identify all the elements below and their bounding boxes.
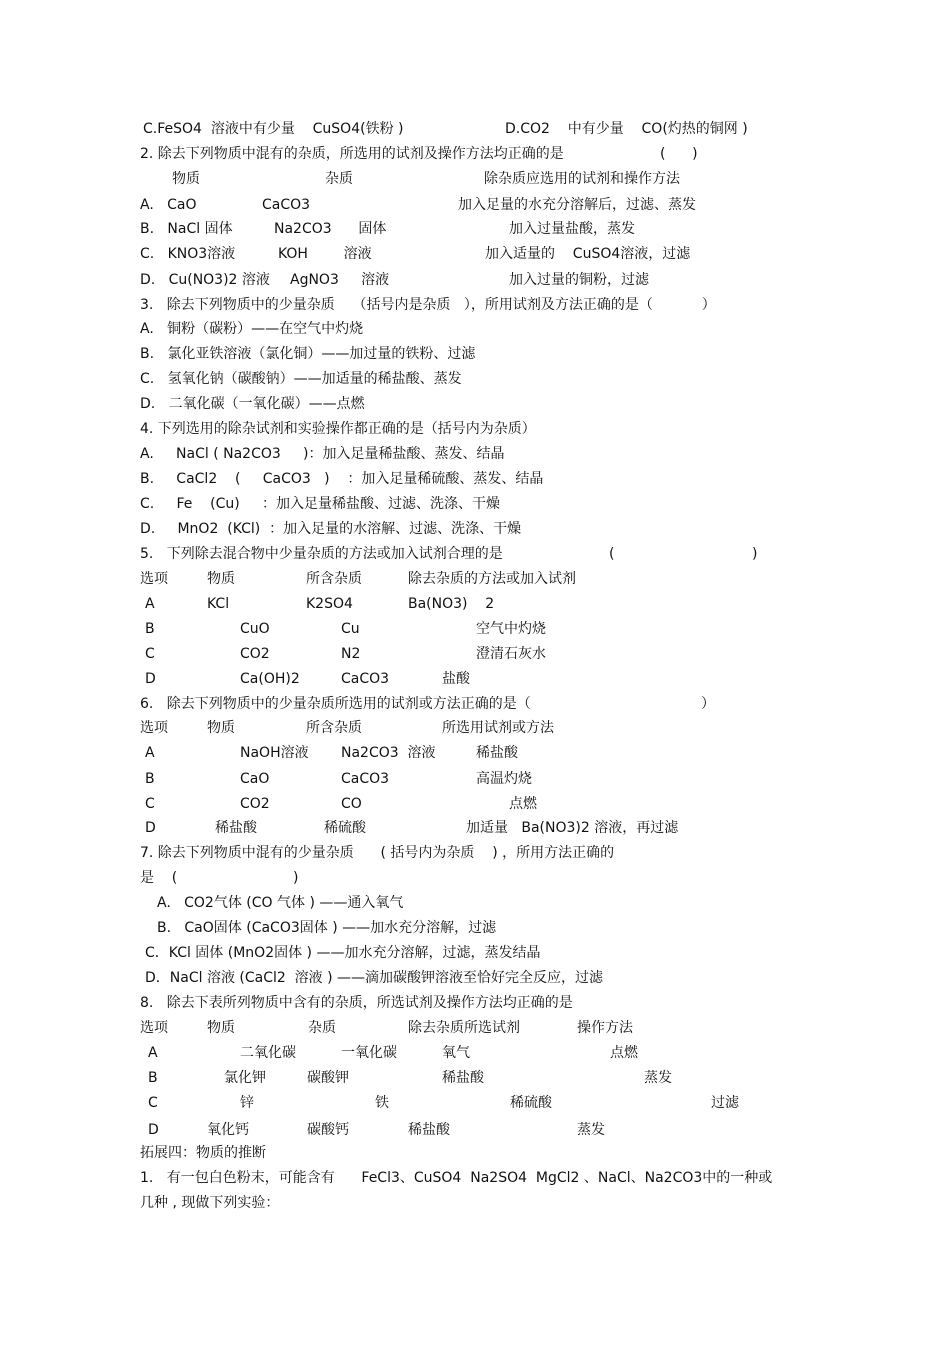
- q8-row-d-reagent: 稀盐酸: [408, 1122, 450, 1138]
- q7-option-b: B. CaO固体 (CaCO3固体 ) ——加水充分溶解，过滤: [157, 920, 497, 936]
- q7-stem-cont: 是 ( ): [140, 870, 299, 886]
- q5-row-d-method: 盐酸: [442, 671, 470, 687]
- q7-option-c: C．KCl 固体 (MnO2固体 ) ——加水充分溶解，过滤，蒸发结晶: [145, 945, 541, 961]
- q8-row-a-impurity: 一氧化碳: [341, 1045, 397, 1061]
- q2-row-b-method: 加入过量盐酸，蒸发: [509, 221, 635, 237]
- q5-header-impurity: 所含杂质: [306, 571, 362, 587]
- q4-option-d: D. MnO2 (KCl) ：加入足量的水溶解、过滤、洗涤、干燥: [140, 521, 522, 537]
- q2-row-b-impurity: Na2CO3 固体: [274, 221, 387, 237]
- q8-row-a-operation: 点燃: [610, 1045, 638, 1061]
- q6-row-a-impurity: Na2CO3 溶液: [341, 745, 436, 761]
- q5-row-b-option: B: [145, 621, 155, 637]
- q5-row-c-impurity: N2: [341, 646, 361, 662]
- q6-row-d-option: D: [145, 820, 156, 836]
- q8-row-d-impurity: 碳酸钙: [307, 1122, 349, 1138]
- q6-row-c-method: 点燃: [509, 796, 537, 812]
- q5-row-b-substance: CuO: [240, 621, 270, 637]
- q8-row-b-reagent: 稀盐酸: [442, 1070, 484, 1086]
- q8-row-d-substance: 氧化钙: [207, 1122, 249, 1138]
- q6-row-a-substance: NaOH溶液: [240, 745, 309, 761]
- q5-stem: 5. 下列除去混合物中少量杂质的方法或加入试剂合理的是: [140, 546, 503, 562]
- q8-row-a-option: A: [148, 1045, 158, 1061]
- q8-header-impurity: 杂质: [308, 1020, 336, 1036]
- q1-option-c: C.FeSO4 溶液中有少量 CuSO4(铁粉 ): [143, 121, 404, 137]
- q6-header-substance: 物质: [207, 720, 235, 736]
- q3-option-c: C. 氢氧化钠（碳酸钠）——加适量的稀盐酸、蒸发: [140, 371, 462, 387]
- q5-row-b-impurity: Cu: [341, 621, 360, 637]
- q8-row-d-option: D: [148, 1122, 159, 1138]
- q2-row-a-impurity: CaCO3: [262, 197, 311, 213]
- q2-row-d-substance: D. Cu(NO3)2 溶液: [140, 272, 270, 288]
- q2-row-b-substance: B. NaCl 固体: [140, 221, 233, 237]
- q4-option-b: B. CaCl2 ( CaCO3 ) ：加入足量稀硫酸、蒸发、结晶: [140, 471, 544, 487]
- q8-row-c-option: C: [148, 1095, 158, 1111]
- q6-paren-close: ）: [701, 696, 715, 712]
- q2-header-method: 除杂质应选用的试剂和操作方法: [484, 171, 680, 187]
- q2-row-a-method: 加入足量的水充分溶解后，过滤、蒸发: [458, 197, 696, 213]
- q5-row-c-substance: CO2: [240, 646, 270, 662]
- q6-row-c-substance: CO2: [240, 796, 270, 812]
- q8-header-reagent: 除去杂质所选试剂: [408, 1020, 520, 1036]
- q2-header-impurity: 杂质: [325, 171, 353, 187]
- extension-4-q1-cont: 几种 , 现做下列实验：: [140, 1195, 280, 1211]
- q8-header-substance: 物质: [207, 1020, 235, 1036]
- q8-row-b-impurity: 碳酸钾: [307, 1070, 349, 1086]
- q6-row-c-impurity: CO: [341, 796, 362, 812]
- q6-row-b-method: 高温灼烧: [476, 771, 532, 787]
- q2-stem: 2. 除去下列物质中混有的杂质，所选用的试剂及操作方法均正确的是: [140, 146, 564, 162]
- q6-row-d-substance: 稀盐酸: [215, 820, 257, 836]
- q6-row-a-method: 稀盐酸: [476, 745, 518, 761]
- q5-row-a-substance: KCl: [207, 596, 230, 612]
- q6-row-c-option: C: [145, 796, 155, 812]
- extension-4-q1: 1. 有一包白色粉末，可能含有 FeCl3、CuSO4 Na2SO4 MgCl2 、NaCl、Na2CO3中的一种或: [140, 1170, 773, 1186]
- q7-option-d: D．NaCl 溶液 (CaCl2 溶液 ) ——滴加碳酸钾溶液至恰好完全反应，过滤: [145, 970, 604, 986]
- q8-row-b-operation: 蒸发: [644, 1070, 672, 1086]
- q3-option-d: D. 二氧化碳（一氧化碳）——点燃: [140, 396, 365, 412]
- q5-row-d-option: D: [145, 671, 156, 687]
- q5-header-option: 选项: [140, 571, 168, 587]
- q5-row-a-method: Ba(NO3) 2: [408, 596, 495, 612]
- q2-row-c-substance: C. KNO3溶液: [140, 246, 236, 262]
- q6-row-a-option: A: [145, 745, 155, 761]
- q3-option-a: A. 铜粉（碳粉）——在空气中灼烧: [140, 321, 364, 337]
- q5-header-substance: 物质: [207, 571, 235, 587]
- q5-row-d-impurity: CaCO3: [341, 671, 390, 687]
- q6-stem: 6. 除去下列物质中的少量杂质所选用的试剂或方法正确的是（: [140, 696, 531, 712]
- q1-option-d: D.CO2 中有少量 CO(灼热的铜网 ): [505, 121, 748, 137]
- q8-row-c-substance: 锌: [240, 1095, 254, 1111]
- q5-row-c-method: 澄清石灰水: [476, 646, 546, 662]
- q8-row-c-operation: 过滤: [711, 1095, 739, 1111]
- q4-option-a: A. NaCl ( Na2CO3 )：加入足量稀盐酸、蒸发、结晶: [140, 446, 505, 462]
- q6-header-option: 选项: [140, 720, 168, 736]
- q5-row-b-method: 空气中灼烧: [476, 621, 546, 637]
- q3-option-b: B. 氯化亚铁溶液（氯化铜）——加过量的铁粉、过滤: [140, 346, 476, 362]
- q6-row-d-impurity: 稀硫酸: [324, 820, 366, 836]
- q6-header-method: 所选用试剂或方法: [442, 720, 554, 736]
- q8-row-b-substance: 氯化钾: [224, 1070, 266, 1086]
- q2-row-c-method: 加入适量的 CuSO4溶液，过滤: [485, 246, 691, 262]
- q8-row-c-impurity: 铁: [375, 1095, 389, 1111]
- q8-row-c-reagent: 稀硫酸: [510, 1095, 552, 1111]
- q2-header-substance: 物质: [172, 171, 200, 187]
- q8-row-d-operation: 蒸发: [577, 1122, 605, 1138]
- q5-header-method: 除去杂质的方法或加入试剂: [408, 571, 576, 587]
- q5-row-a-impurity: K2SO4: [306, 596, 353, 612]
- q6-row-b-impurity: CaCO3: [341, 771, 390, 787]
- q6-row-d-method: 加适量 Ba(NO3)2 溶液，再过滤: [466, 820, 679, 836]
- q4-stem: 4. 下列选用的除杂试剂和实验操作都正确的是（括号内为杂质）: [140, 421, 536, 437]
- q6-row-b-substance: CaO: [240, 771, 270, 787]
- q5-paren-open: (: [609, 546, 615, 562]
- q4-option-c: C. Fe (Cu) ：加入足量稀盐酸、过滤、洗涤、干燥: [140, 496, 500, 512]
- q3-stem: 3. 除去下列物质中的少量杂质 （括号内是杂质 ），所用试剂及方法正确的是（ ）: [140, 297, 716, 313]
- q2-row-d-method: 加入过量的铜粉，过滤: [509, 272, 649, 288]
- q2-row-d-impurity: AgNO3 溶液: [290, 272, 390, 288]
- q7-option-a: A. CO2气体 (CO 气体 ) ——通入氧气: [157, 895, 404, 911]
- q8-row-a-reagent: 氧气: [442, 1045, 470, 1061]
- q5-row-c-option: C: [145, 646, 155, 662]
- q8-row-a-substance: 二氧化碳: [240, 1045, 296, 1061]
- q2-answer-paren: ( ): [660, 146, 698, 162]
- q6-header-impurity: 所含杂质: [306, 720, 362, 736]
- q8-row-b-option: B: [148, 1070, 158, 1086]
- extension-4-title: 拓展四：物质的推断: [140, 1145, 266, 1161]
- q6-row-b-option: B: [145, 771, 155, 787]
- q8-stem: 8. 除去下表所列物质中含有的杂质，所选试剂及操作方法均正确的是: [140, 995, 573, 1011]
- q8-header-operation: 操作方法: [577, 1020, 633, 1036]
- q5-row-d-substance: Ca(OH)2: [240, 671, 300, 687]
- q7-stem: 7. 除去下列物质中混有的少量杂质 ( 括号内为杂质 ) ，所用方法正确的: [140, 845, 615, 861]
- q5-paren-close: ): [752, 546, 758, 562]
- q5-row-a-option: A: [145, 596, 155, 612]
- q2-row-a-substance: A. CaO: [140, 197, 197, 213]
- q8-header-option: 选项: [140, 1020, 168, 1036]
- q2-row-c-impurity: KOH 溶液: [278, 246, 372, 262]
